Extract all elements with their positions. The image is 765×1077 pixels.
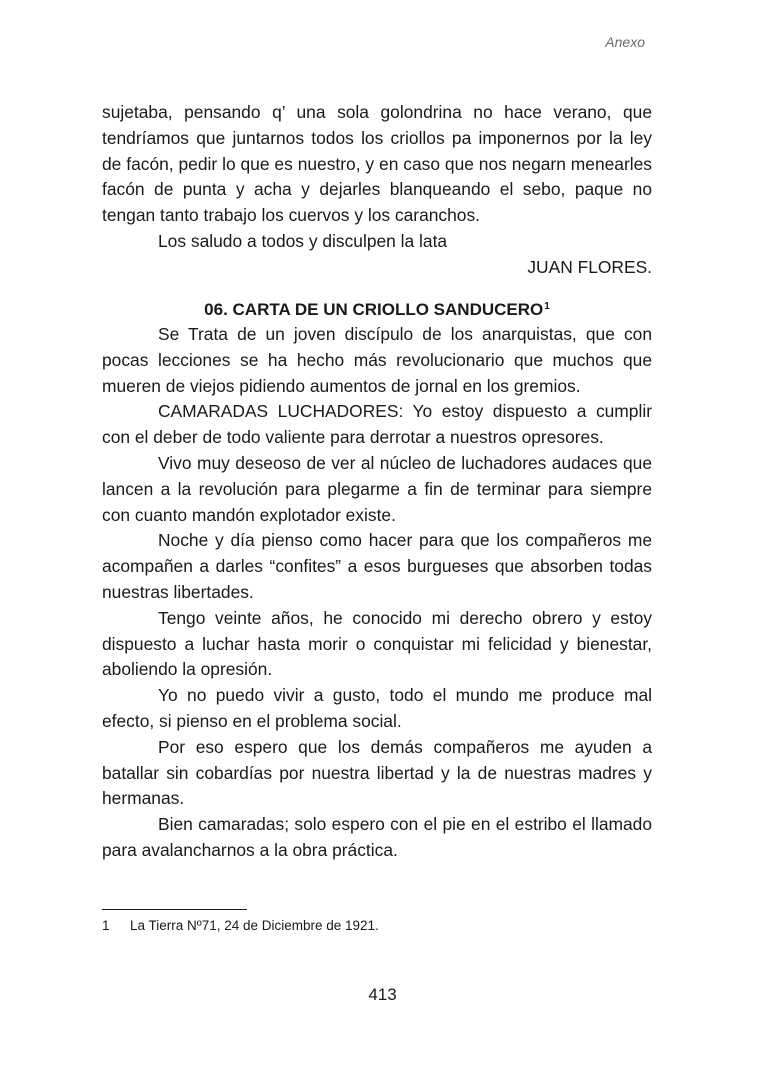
signature: JUAN FLORES. — [527, 256, 652, 277]
paragraph: Vivo muy deseoso de ver al núcleo de luchadores audaces que lancen a la revolución para plegarme a fin de terminar para siempre con cuanto mandón explotador existe. — [102, 452, 652, 525]
paragraph: Los saludo a todos y disculpen la lata — [158, 230, 448, 251]
paragraph: Noche y día pienso como hacer para que los compañeros me acompañen a darles “confites” a esos burgueses que absorben todas nuestras libertades. — [102, 530, 652, 602]
footnote — [102, 916, 652, 936]
footnote-divider — [102, 909, 247, 910]
section-heading-text: 06. CARTA DE UN CRIOLLO SANDUCERO — [204, 300, 544, 319]
letter-body — [102, 322, 652, 864]
continued-letter-text — [102, 100, 652, 281]
footnote-number: 1 — [102, 918, 110, 933]
paragraph: Yo no puedo vivir a gusto, todo el mundo me produce mal efecto, si pienso en el problema social. — [102, 685, 652, 731]
running-head: Anexo — [605, 34, 645, 50]
paragraph: Por eso espero que los demás compañeros me ayuden a batallar sin cobardías por nuestra libertad y la de nuestras madres y hermanas. — [102, 736, 652, 809]
paragraph: sujetaba, pensando q’ una sola golondrina no hace verano, que tendríamos que juntarnos todos los criollos pa imponernos por la ley de facón, pedir lo que es nuestro, y en caso que nos negarn menearles facón de punta y acha y dejarles blanqueando el sebo, paque no tengan tanto trabajo los cuervos y los caranchos. — [102, 102, 652, 226]
footnote-marker: 1 — [544, 301, 550, 312]
paragraph: Se Trata de un joven discípulo de los anarquistas, que con pocas lecciones se ha hecho más revolucionario que muchos que mueren de viejos pidiendo aumentos de jornal en los gremios. — [102, 324, 652, 396]
paragraph: CAMARADAS LUCHADORES: Yo estoy dispuesto a cumplir con el deber de todo valiente para derrotar a nuestros opresores. — [102, 401, 652, 448]
paragraph: Bien camaradas; solo espero con el pie en el estribo el llamado para avalancharnos a la obra práctica. — [102, 814, 652, 860]
footnote-text: La Tierra Nº71, 24 de Diciembre de 1921. — [130, 918, 379, 933]
paragraph: Tengo veinte años, he conocido mi derecho obrero y estoy dispuesto a luchar hasta morir o conquistar mi felicidad y bienestar, aboliendo la opresión. — [102, 607, 652, 680]
section-heading — [102, 294, 652, 323]
page-number: 413 — [368, 985, 397, 1004]
